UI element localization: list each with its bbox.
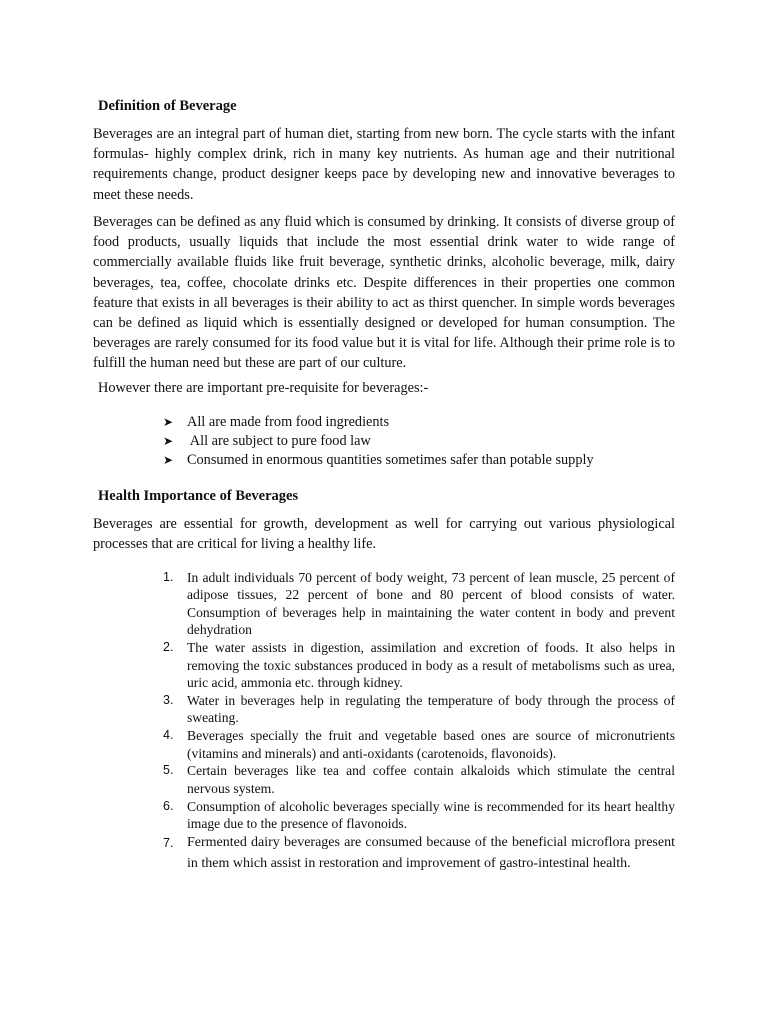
list-item: ➤ All are subject to pure food law — [163, 433, 371, 449]
paragraph-definition-intro: Beverages are an integral part of human diet, starting from new born. The cycle starts with the infant formulas- highly complex drink, rich in many key nutrients. As human age and their nutritional requirements change, product designer keeps pace by developing new and innovative beverages to meet these needs. — [93, 126, 675, 203]
arrowhead-bullet-icon: ➤ — [163, 453, 174, 467]
prerequisite-intro: However there are important pre-requisite for beverages:- — [98, 380, 429, 396]
paragraph-health-intro: Beverages are essential for growth, development as well for carrying out various physiological processes that are critical for living a healthy life. — [93, 516, 675, 553]
list-item: 7. Fermented dairy beverages are consumed because of the beneficial microflora present in them which assist in restoration and improvement of gastro-intestinal health. — [163, 835, 675, 871]
heading-health-importance: Health Importance of Beverages — [98, 488, 299, 504]
list-item: ➤ Consumed in enormous quantities sometimes safer than potable supply — [163, 452, 594, 468]
heading-definition: Definition of Beverage — [98, 98, 237, 114]
list-item: 3. Water in beverages help in regulating the temperature of body through the process of sweating. — [163, 692, 675, 726]
list-item: 6. Consumption of alcoholic beverages specially wine is recommended for its heart healthy image due to the presence of flavonoids. — [163, 798, 675, 832]
list-item: 4. Beverages specially the fruit and vegetable based ones are source of micronutrients (vitamins and minerals) and anti-oxidants (carotenoids, flavonoids). — [163, 728, 675, 761]
prerequisite-list — [163, 413, 594, 470]
list-item: 1. In adult individuals 70 percent of body weight, 73 percent of lean muscle, 25 percent of adipose tissues, 22 percent of bone and 80 percent of blood consists of water. Consumption of beverages help in maintaining the water content in body and prevent dehydration — [163, 570, 675, 638]
arrowhead-bullet-icon: ➤ — [163, 415, 174, 429]
arrowhead-bullet-icon: ➤ — [163, 434, 174, 448]
paragraph-definition-body: Beverages can be defined as any fluid which is consumed by drinking. It consists of diverse group of food products, usually liquids that include the most essential drink water to wide range of commercially available fluids like fruit beverage, synthetic drinks, alcoholic beverage, milk, dairy beverages, tea, coffee, chocolate drinks etc. Despite differences in their properties one common feature that exists in all beverages is their ability to act as thirst quencher. In simple words beverages can be defined as liquid which is essentially designed or developed for human consumption. The beverages are rarely consumed for its food value but it is vital for life. Although their prime role is to fulfill the human need but these are part of our culture. — [93, 214, 675, 372]
list-item: ➤ All are made from food ingredients — [163, 414, 390, 430]
list-item: 2. The water assists in digestion, assimilation and excretion of foods. It also helps in removing the toxic substances produced in body as a result of metabolisms such as urea, uric acid, ammonia etc. through kidney. — [163, 640, 675, 690]
health-benefits-list — [159, 569, 675, 875]
list-item: 5. Certain beverages like tea and coffee contain alkaloids which stimulate the central nervous system. — [163, 763, 675, 796]
